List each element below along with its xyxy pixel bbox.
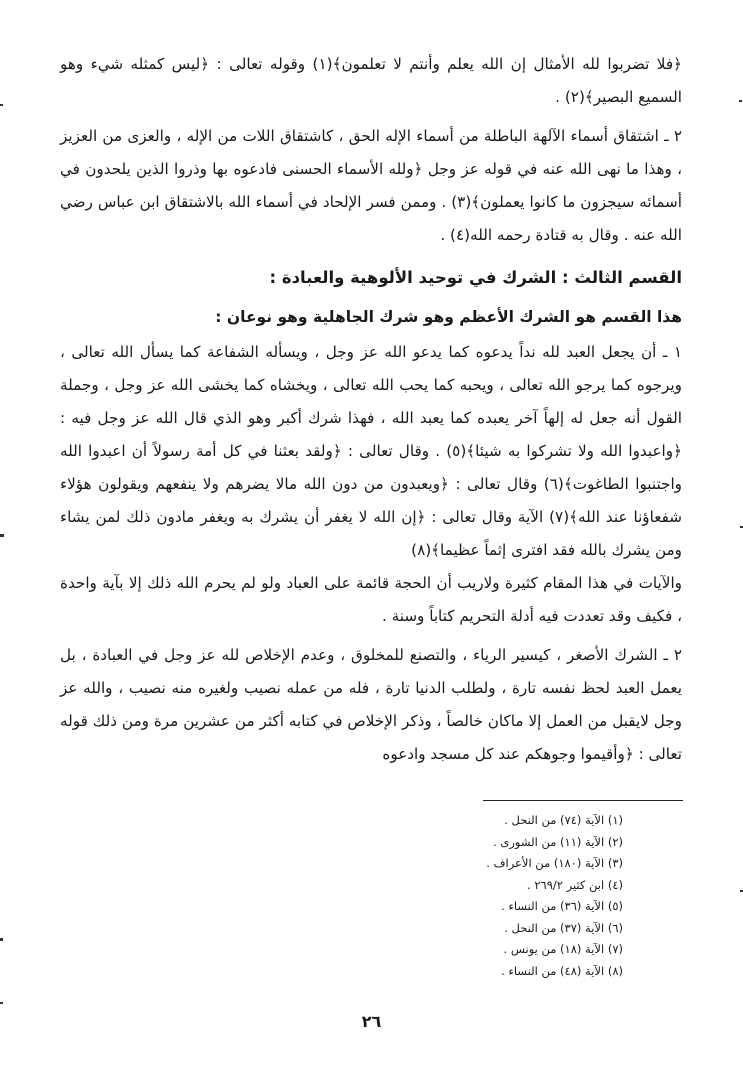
paragraph-evidence: والآيات في هذا المقام كثيرة ولاريب أن الحجة قائمة على العباد ولو لم يحرم الله ذلك إلا بآية واحدة ، فكيف وقد تعددت فيه أدلة التحريم كتاباً وسنة . [60,574,682,625]
footnote-4: (٤) ابن كثير ٢٦٩/٢ . [527,877,623,892]
footnote-8: (٨) الآية (٤٨) من النساء . [501,963,623,978]
scan-mark [0,104,3,106]
footnote-2: (٢) الآية (١١) من الشورى . [493,834,623,849]
paragraph-quran-verses: ﴿فلا تضربوا لله الأمثال إن الله يعلم وأنتم لا تعلمون﴾(١) وقوله تعالى : ﴿ليس كمثله شيء وهو السميع البصير﴾(٢) . [60,55,683,106]
scan-mark [739,100,742,102]
paragraph-major-shirk: ١ ـ أن يجعل العبد لله نداً يدعوه كما يدعو الله عز وجل ، ويسأله الشفاعة كما يسأل الله تعالى ، ويرجوه كما يرجو الله تعالى ، ويحبه كما يحب الله تعالى ، ويخشاه كما يخشى الله عز وجل ، وجملة القول أنه جعل له إلهاً آخر يعبده كما يعبد الله ، فهذا شرك أكبر وهو الذي قال الله عز وجل فيه : ﴿واعبدوا الله ولا تشركوا به شيئا﴾(٥) . وقال تعالى : ﴿ولقد بعثنا في كل أمة رسولاً أن اعبدوا الله واجتنبوا الطاغوت﴾(٦) وقال تعالى : ﴿ويعبدون من دون الله مالا يضرهم ولا ينفعهم ويقولون هؤلاء شفعاؤنا عند الله﴾(٧) الآية وقال تعالى : ﴿إن الله لا يغفر أن يشرك به ويغفر مادون ذلك لمن يشاء ومن يشرك بالله فقد افترى إثماً عظيما﴾(٨) [60,343,682,559]
page-number: ٢٦ [361,1012,382,1031]
footnote-6: (٦) الآية (٣٧) من النحل . [504,920,623,935]
paragraph-minor-shirk: ٢ ـ الشرك الأصغر ، كيسير الرياء ، والتصنع للمخلوق ، وعدم الإخلاص لله عز وجل في العبادة ، بل يعمل العبد لحظ نفسه تارة ، ولطلب الدنيا تارة ، فله من عمله نصيب ولغيره منه نصيب ، والله عز وجل لايقبل من العمل إلا ماكان خالصاً ، وذكر الإخلاص في كتابه أكثر من عشرين مرة ومن ذلك قوله تعالى : ﴿وأقيموا وجوهكم عند كل مسجد وادعوه [60,646,682,763]
footnote-1: (١) الآية (٧٤) من النحل . [504,813,623,827]
section-subheading: هذا القسم هو الشرك الأعظم وهو شرك الجاهلية وهو نوعان : [215,308,682,326]
footnote-7: (٧) الآية (١٨) من يونس . [503,942,623,956]
section-heading: القسم الثالث : الشرك في توحيد الألوهية والعبادة : [269,268,682,287]
footnote-separator [483,800,683,801]
scan-mark [0,534,4,537]
scan-mark [0,938,3,941]
footnote-3: (٣) الآية (١٨٠) من الأعراف . [486,856,623,870]
scan-mark [0,1002,3,1004]
footnote-5: (٥) الآية (٣٦) من النساء . [501,899,623,913]
paragraph-name-derivation: ٢ ـ اشتقاق أسماء الآلهة الباطلة من أسماء الإله الحق ، كاشتقاق اللات من الإله ، والعزى من العزيز ، وهذا ما نهى الله عنه في قوله عز وجل ﴿ولله الأسماء الحسنى فادعوه بها وذروا الذين يلحدون في أسمائه سيجزون ما كانوا يعملون﴾(٣) . وممن فسر الإلحاد في أسماء الله بالاشتقاق ابن عباس رضي الله عنه . وقال به قتادة رحمه الله(٤) . [60,127,682,244]
page-body [60,48,682,771]
footnotes [373,810,623,982]
